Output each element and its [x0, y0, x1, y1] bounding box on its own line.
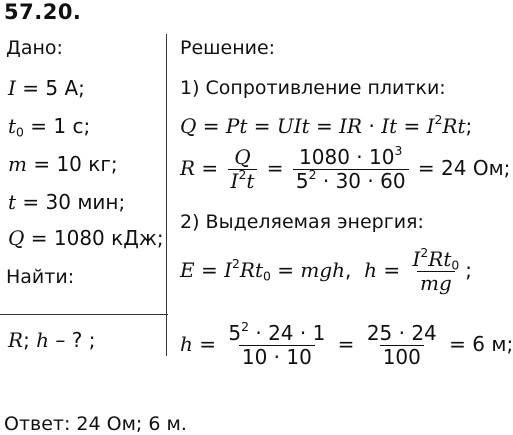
given-line: I = 5 А;: [8, 76, 85, 100]
given-line: t = 30 мин;: [8, 190, 126, 214]
resistance-value: = 24 Ом;: [411, 156, 511, 180]
height-value: = 6 м;: [442, 332, 513, 356]
given-line: m = 10 кг;: [8, 152, 118, 176]
answer: Ответ: 24 Ом; 6 м.: [4, 413, 187, 435]
fraction: $\frac{5^2 \cdot 24 \cdot 1}{10 \cdot 10}$: [228, 319, 326, 369]
formula-height: h = $\frac{5^2 \cdot 24 \cdot 1}{10 \cdot 10}$ = $\frac{25 \cdot 24}{100}$ = 6 м;: [180, 319, 513, 369]
formula-energy: $E = I^2Rt_0$ = mgh, h = $\frac{I^2Rt_0}{mg}$ ;: [180, 245, 473, 295]
fraction: $\frac{I^2Rt_0}{mg}$: [412, 245, 460, 295]
given-line: Q = 1080 кДж;: [8, 226, 164, 250]
fraction: $\frac{Q}{I^2t}$: [228, 146, 258, 193]
find-title: Найти:: [6, 266, 75, 288]
column-divider: [166, 34, 167, 356]
formula-heat: Q = Pt = UIt = IR · $It = I^2Rt$;: [180, 112, 473, 138]
given-title: Дано:: [6, 37, 63, 59]
solution-title: Решение:: [180, 37, 276, 59]
formula-resistance: R = $\frac{Q}{I^2t}$ = $\frac{1080 \cdot 10^3}{5^2 \cdot 30 \cdot 60}$ = 24 Ом;: [180, 143, 511, 193]
given-line: $t_0 = 1$ с;: [8, 114, 91, 140]
step-1-heading: 1) Сопротивление плитки:: [180, 77, 446, 99]
fraction: $\frac{1080 \cdot 10^3}{5^2 \cdot 30 \cdot 60}$: [293, 146, 409, 193]
given-find-divider: [0, 314, 168, 315]
problem-number: 57.20.: [4, 0, 82, 24]
step-2-heading: 2) Выделяемая энергия:: [180, 211, 424, 233]
find-line: R; h – ? ;: [8, 328, 96, 352]
fraction: $\frac{25 \cdot 24}{100}$: [366, 321, 437, 369]
